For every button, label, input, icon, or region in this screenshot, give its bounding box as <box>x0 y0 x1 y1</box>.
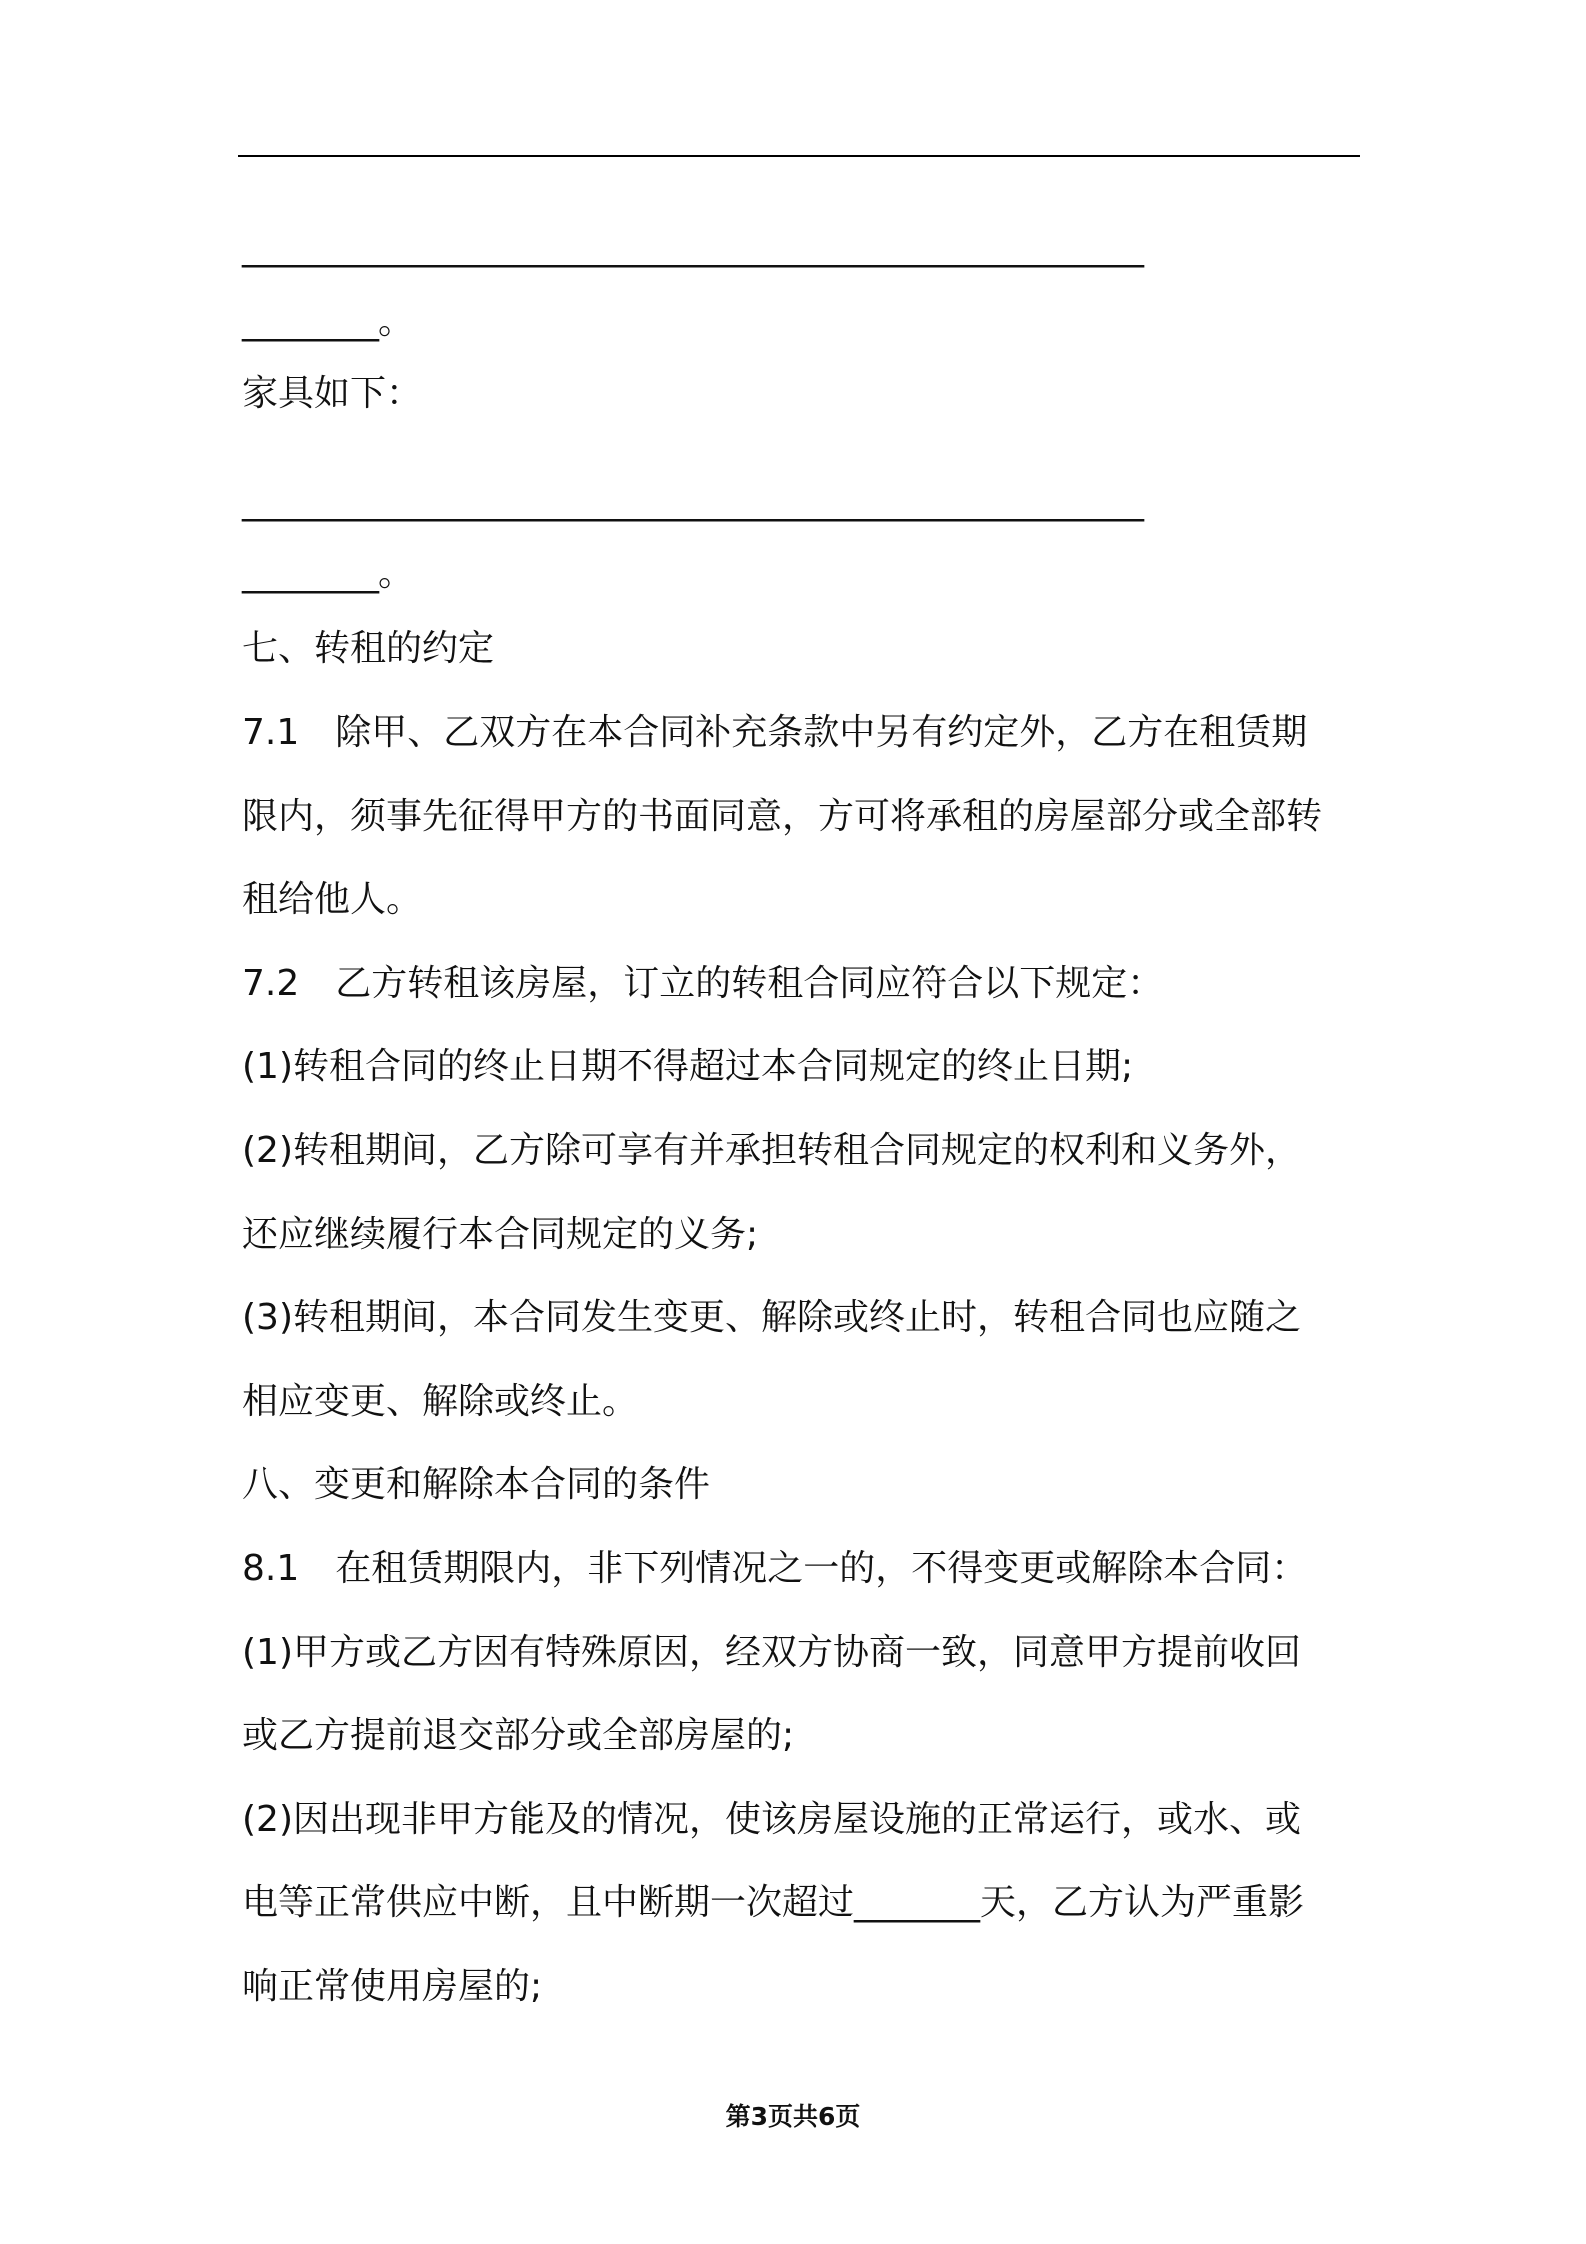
paragraph-line: 租给他人。 <box>242 879 423 920</box>
blank-line-end: ________。 <box>242 301 414 342</box>
paragraph-line: (2)因出现非甲方能及的情况，使该房屋设施的正常运行，或水、或 <box>242 1799 1301 1840</box>
paragraph-line: 7.1 除甲、乙双方在本合同补充条款中另有约定外，乙方在租赁期 <box>242 712 1308 753</box>
paragraph-line: 电等正常供应中断，且中断期一次超过_______天，乙方认为严重影 <box>242 1882 1305 1923</box>
paragraph-line: 8.1 在租赁期限内，非下列情况之一的，不得变更或解除本合同： <box>242 1548 1308 1589</box>
paragraph-line: 限内，须事先征得甲方的书面同意，方可将承租的房屋部分或全部转 <box>242 796 1323 837</box>
blank-line-end: ________。 <box>242 553 414 594</box>
page-number: 第3页共6页 <box>725 2102 861 2131</box>
blank-line: _____________________________________________________ <box>242 481 1143 522</box>
paragraph-line: (3)转租期间，本合同发生变更、解除或终止时，转租合同也应随之 <box>242 1297 1301 1338</box>
paragraph-line: 还应继续履行本合同规定的义务; <box>242 1214 759 1255</box>
paragraph-line: (1)甲方或乙方因有特殊原因，经双方协商一致，同意甲方提前收回 <box>242 1632 1301 1673</box>
header-rule <box>238 155 1360 157</box>
blank-line: _____________________________________________________ <box>242 227 1143 268</box>
paragraph-line: 7.2 乙方转租该房屋，订立的转租合同应符合以下规定： <box>242 963 1164 1004</box>
paragraph-line: 或乙方提前退交部分或全部房屋的; <box>242 1715 795 1756</box>
section-heading-7: 七、转租的约定 <box>242 628 495 669</box>
furniture-label: 家具如下： <box>242 373 423 414</box>
paragraph-line: 响正常使用房屋的; <box>242 1966 543 2007</box>
section-heading-8: 八、变更和解除本合同的条件 <box>242 1464 711 1505</box>
paragraph-line: (2)转租期间，乙方除可享有并承担转租合同规定的权利和义务外， <box>242 1130 1301 1171</box>
paragraph-line: 相应变更、解除或终止。 <box>242 1381 639 1422</box>
paragraph-line: (1)转租合同的终止日期不得超过本合同规定的终止日期; <box>242 1046 1134 1087</box>
